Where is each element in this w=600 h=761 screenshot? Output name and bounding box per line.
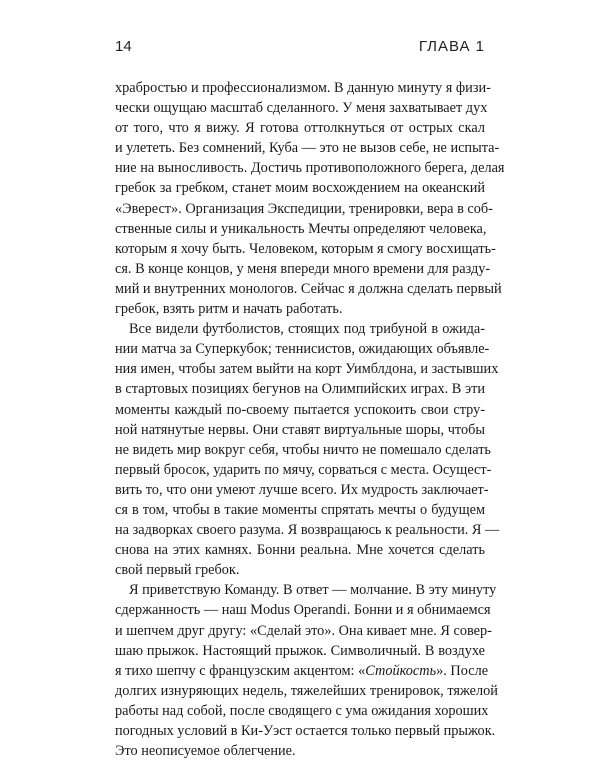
text-line: не видеть мир вокруг себя, чтобы ничто не помешало сделать xyxy=(115,441,491,458)
text-line: ственные силы и уникальность Мечты определяют человека, xyxy=(115,220,487,237)
text-segment: я тихо шепчу с французским акцентом: « xyxy=(115,662,366,679)
text-line: «Эверест». Организация Экспедиции, тренировки, вера в соб- xyxy=(115,200,493,217)
page-number: 14 xyxy=(115,38,132,55)
text-line: в стартовых позициях бегунов на Олимпийских играх. В эти xyxy=(115,381,485,398)
text-line: первый бросок, ударить по мячу, сорваться с места. Осущест- xyxy=(115,461,492,478)
text-line: снова на этих камнях. Бонни реальна. Мне хочется сделать xyxy=(115,542,485,559)
text-line: на задворках своего разума. Я возвращаюсь к реальности. Я — xyxy=(115,522,500,539)
text-line: вить то, что они умеют лучше всего. Их мудрость заключает- xyxy=(115,481,489,498)
text-line: которым я хочу быть. Человеком, которым я смогу восхищать- xyxy=(115,240,496,257)
text-segment: ». После xyxy=(436,662,489,679)
text-line: сдержанность — наш Modus Operandi. Бонни и я обнимаемся xyxy=(115,602,491,619)
text-line: гребок, взять ритм и начать работать. xyxy=(115,301,343,318)
text-line: ния имен, чтобы затем выйти на корт Уимблдона, и застывших xyxy=(115,361,499,378)
text-line: нии матча за Суперкубок; теннисистов, ожидающих объявле- xyxy=(115,341,490,358)
text-line: Я приветствую Команду. В ответ — молчание. В эту минуту xyxy=(129,582,497,599)
text-line: Это неописуемое облегчение. xyxy=(115,743,296,760)
text-line: ние на выносливость. Достичь противоположного берега, делая xyxy=(115,160,505,177)
text-line: Все видели футболистов, стоящих под трибуной в ожида- xyxy=(129,321,485,338)
text-line: погодных условий в Ки-Уэст остается только первый прыжок. xyxy=(115,723,496,739)
text-line: от того, что я вижу. Я готова оттолкнуться от острых скал xyxy=(115,120,485,137)
text-line: долгих изнуряющих недель, тяжелейших тренировок, тяжелой xyxy=(115,682,498,699)
text-line: мий и внутренних монологов. Сейчас я должна сделать первый xyxy=(115,280,502,297)
running-header xyxy=(115,38,485,55)
text-line: ся. В конце концов, у меня впереди много времени для разду- xyxy=(115,260,491,277)
text-line: ной натянутые нервы. Они ставят виртуальные шоры, чтобы xyxy=(115,421,485,438)
text-line: свой первый гребок. xyxy=(115,562,240,579)
paragraph-3 xyxy=(115,580,498,761)
text-line: шаю прыжок. Настоящий прыжок. Символичный. В воздухе xyxy=(115,642,485,659)
paragraph-1 xyxy=(115,78,505,319)
text-line: работы над собой, после сводящего с ума ожидания хороших xyxy=(115,702,489,719)
chapter-title: ГЛАВА 1 xyxy=(418,38,485,55)
text-line: моменты каждый по-своему пытается успокоить свои стру- xyxy=(115,401,485,418)
body-text xyxy=(115,78,505,761)
text-line: чески ощущаю масштаб сделанного. У меня захватывает дух xyxy=(115,100,488,117)
text-line xyxy=(115,661,489,681)
text-line: храбростью и профессионализмом. В данную минуту я физи- xyxy=(115,80,491,96)
text-line: гребок за гребком, станет моим восхождением на океанский xyxy=(115,180,485,197)
italic-word: Стойкость xyxy=(365,662,437,679)
text-line: и шепчем друг другу: «Сделай это». Она кивает мне. Я совер- xyxy=(115,622,492,639)
text-line: ся в том, чтобы в такие моменты спрятать мечты о будущем xyxy=(115,501,485,518)
paragraph-2 xyxy=(115,319,500,580)
text-line: и улететь. Без сомнений, Куба — это не вызов себе, не испыта- xyxy=(115,140,500,157)
